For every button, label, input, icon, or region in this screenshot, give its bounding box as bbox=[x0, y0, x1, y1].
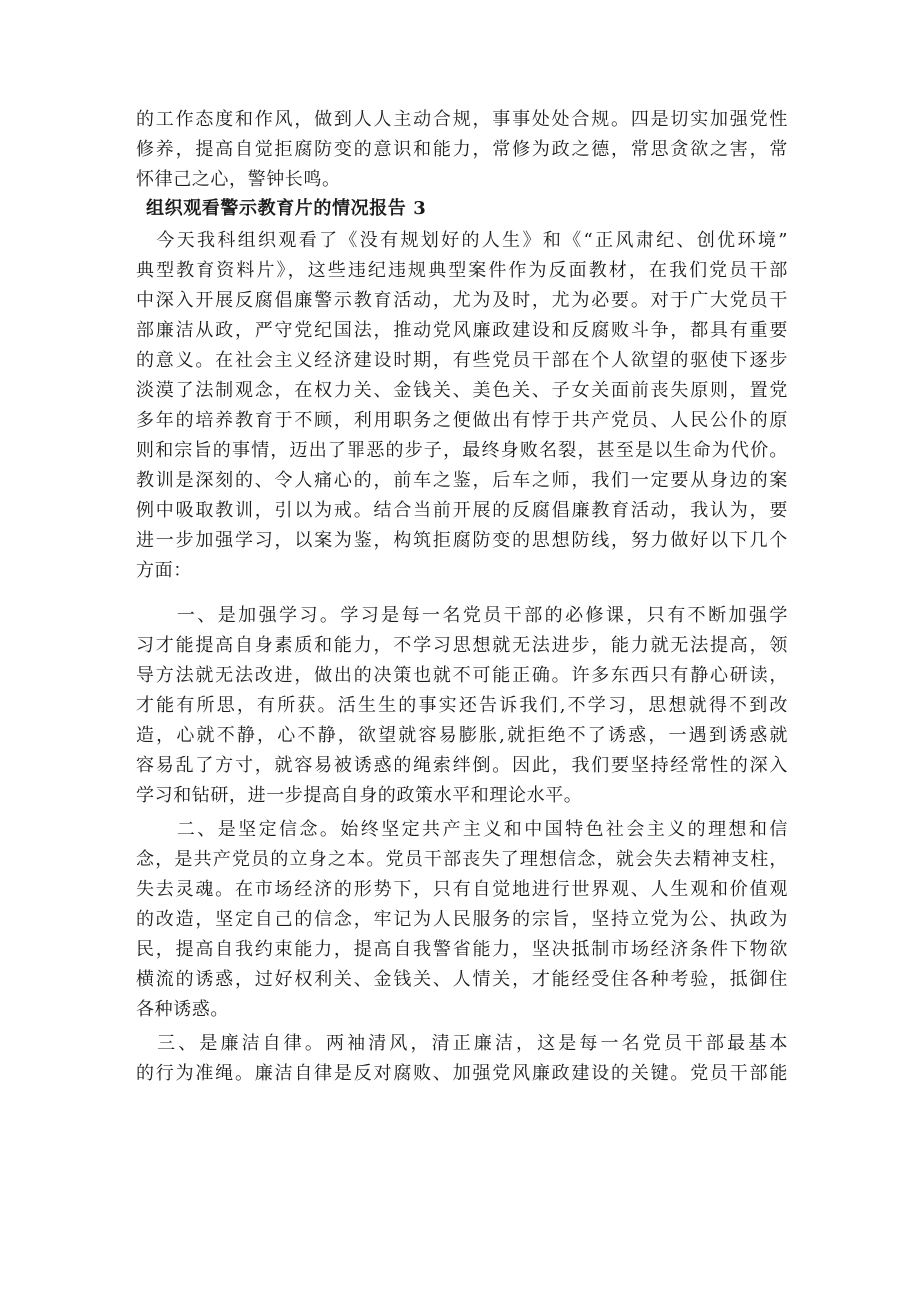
opening-paragraph bbox=[136, 226, 788, 586]
text-line: 修养，提高自觉拒腐防变的意识和能力，常修为政之德，常思贪欲之害，常 bbox=[136, 139, 788, 160]
text-line: 例中吸取教训，引以为戒。结合当前开展的反腐倡廉教育活动，我认为，要 bbox=[136, 500, 788, 521]
text-line: 的改造，坚定自己的信念，牢记为人民服务的宗旨，坚持立党为公、执政为 bbox=[136, 909, 788, 930]
text-line: 念，是共产党员的立身之本。党员干部丧失了理想信念，就会失去精神支柱， bbox=[136, 849, 788, 870]
text-line: 多年的培养教育于不顾，利用职务之便做出有悖于共产党员、人民公仆的原 bbox=[136, 410, 788, 431]
text-line: 学习和钻研，进一步提高自身的政策水平和理论水平。 bbox=[136, 785, 583, 806]
text-line: 一、是加强学习。学习是每一名党员干部的必修课，只有不断加强学 bbox=[136, 605, 788, 626]
text-line: 容易乱了方寸，就容易被诱惑的绳索绊倒。因此，我们要坚持经常性的深入 bbox=[136, 755, 788, 776]
text-line: 三、是廉洁自律。两袖清风，清正廉洁，这是每一名党员干部最基本 bbox=[136, 1033, 788, 1054]
text-line: 淡漠了法制观念，在权力关、金钱关、美色关、子女关面前丧失原则，置党 bbox=[136, 380, 788, 401]
text-line: 民，提高自我约束能力，提高自我警省能力，坚决抵制市场经济条件下物欲 bbox=[136, 939, 788, 960]
text-line: 典型教育资料片》，这些违纪违规典型案件作为反面教材，在我们党员干部 bbox=[136, 260, 788, 281]
text-line: 的意义。在社会主义经济建设时期，有些党员干部在个人欲望的驱使下逐步 bbox=[136, 350, 788, 371]
text-line: 二、是坚定信念。始终坚定共产主义和中国特色社会主义的理想和信 bbox=[136, 819, 788, 840]
text-line: 的工作态度和作风，做到人人主动合规，事事处处合规。四是切实加强党性 bbox=[136, 109, 788, 130]
point-one-paragraph bbox=[136, 601, 788, 811]
text-line: 习才能提高自身素质和能力，不学习思想就无法进步，能力就无法提高，领 bbox=[136, 635, 788, 656]
text-line: 方面： bbox=[136, 560, 192, 581]
intro-paragraph bbox=[136, 105, 788, 195]
text-line: 进一步加强学习，以案为鉴，构筑拒腐防变的思想防线，努力做好以下几个 bbox=[136, 530, 788, 551]
text-line: 才能有所思，有所获。活生生的事实还告诉我们,不学习，思想就得不到改 bbox=[136, 695, 788, 716]
text-line: 则和宗旨的事情，迈出了罪恶的步子，最终身败名裂，甚至是以生命为代价。 bbox=[136, 440, 788, 461]
point-three-paragraph bbox=[136, 1029, 788, 1089]
text-line: 失去灵魂。在市场经济的形势下，只有自觉地进行世界观、人生观和价值观 bbox=[136, 879, 788, 900]
text-line: 各种诱惑。 bbox=[136, 999, 229, 1020]
text-line: 的行为准绳。廉洁自律是反对腐败、加强党风廉政建设的关键。党员干部能 bbox=[136, 1063, 788, 1084]
section-title: 组织观看警示教育片的情况报告 3 bbox=[146, 198, 427, 219]
text-line: 中深入开展反腐倡廉警示教育活动，尤为及时，尤为必要。对于广大党员干 bbox=[136, 290, 788, 311]
text-line: 教训是深刻的、令人痛心的，前车之鉴，后车之师，我们一定要从身边的案 bbox=[136, 470, 788, 491]
text-line: 造，心就不静，心不静，欲望就容易膨胀,就拒绝不了诱惑，一遇到诱惑就 bbox=[136, 725, 788, 746]
text-line: 怀律己之心，警钟长鸣。 bbox=[136, 169, 341, 190]
point-two-paragraph bbox=[136, 815, 788, 1025]
text-line: 导方法就无法改进，做出的决策也就不可能正确。许多东西只有静心研读， bbox=[136, 665, 788, 686]
text-line: 横流的诱惑，过好权利关、金钱关、人情关，才能经受住各种考验，抵御住 bbox=[136, 969, 788, 990]
text-line: 部廉洁从政，严守党纪国法，推动党风廉政建设和反腐败斗争，都具有重要 bbox=[136, 320, 788, 341]
text-line: 今天我科组织观看了《没有规划好的人生》和《“正风肃纪、创优环境” bbox=[136, 230, 788, 251]
